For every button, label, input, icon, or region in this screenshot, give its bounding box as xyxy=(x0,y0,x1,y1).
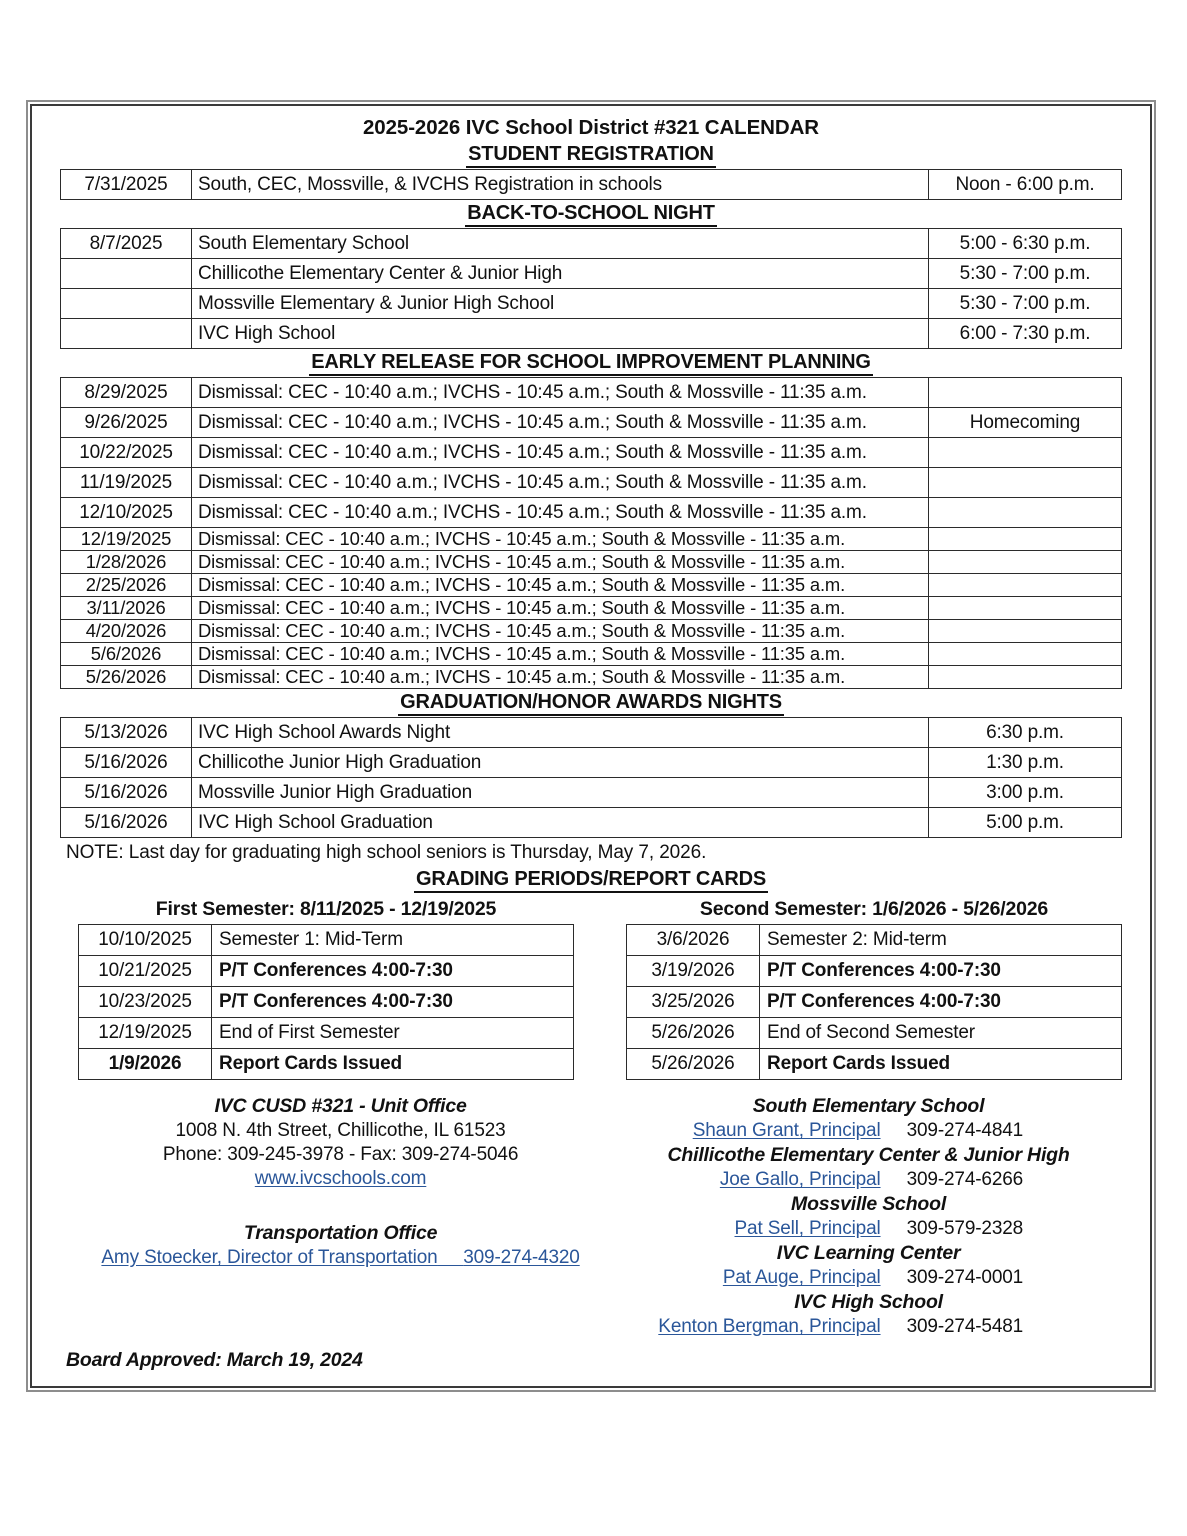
cell-time: 5:30 - 7:00 p.m. xyxy=(929,259,1122,289)
cell-note xyxy=(929,498,1122,528)
table-row xyxy=(79,1049,574,1080)
cell-description: Dismissal: CEC - 10:40 a.m.; IVCHS - 10:45 a.m.; South & Mossville - 11:35 a.m. xyxy=(192,666,929,689)
cell-description: P/T Conferences 4:00-7:30 xyxy=(760,956,1122,987)
cell-date: 5/16/2026 xyxy=(61,778,192,808)
cell-note xyxy=(929,597,1122,620)
cell-note xyxy=(929,643,1122,666)
back-to-school-table xyxy=(60,228,1122,349)
cell-date: 3/19/2026 xyxy=(627,956,760,987)
table-row xyxy=(61,574,1122,597)
table-row xyxy=(627,1018,1122,1049)
website-link-wrapper xyxy=(66,1167,615,1191)
table-row xyxy=(61,229,1122,259)
table-row xyxy=(627,956,1122,987)
unit-office-name: IVC CUSD #321 - Unit Office xyxy=(214,1095,467,1117)
transportation-phone-link[interactable] xyxy=(438,1247,464,1268)
cell-description: IVC High School Awards Night xyxy=(192,718,929,748)
table-row xyxy=(79,956,574,987)
cell-time: 5:30 - 7:00 p.m. xyxy=(929,289,1122,319)
principal-row-learning-center xyxy=(615,1266,1122,1290)
unit-office-phone-fax: Phone: 309-245-3978 - Fax: 309-274-5046 xyxy=(162,1144,519,1165)
cell-date: 12/19/2025 xyxy=(61,528,192,551)
calendar-sheet xyxy=(60,114,1122,1339)
cell-description: Semester 1: Mid-Term xyxy=(212,925,574,956)
cell-note xyxy=(929,551,1122,574)
principal-link-high-school[interactable]: Kenton Bergman, Principal xyxy=(658,1316,881,1337)
cell-note xyxy=(929,574,1122,597)
cell-date: 10/22/2025 xyxy=(61,438,192,468)
cell-date xyxy=(61,289,192,319)
document-page xyxy=(30,104,1152,1388)
principal-link-south[interactable]: Shaun Grant, Principal xyxy=(692,1120,881,1141)
cell-date: 1/28/2026 xyxy=(61,551,192,574)
spacer xyxy=(66,1191,615,1221)
table-row xyxy=(627,987,1122,1018)
first-semester-block xyxy=(60,896,596,1080)
school-name-south: South Elementary School xyxy=(752,1095,985,1117)
principal-phone-mossville: 309-579-2328 xyxy=(906,1218,1024,1239)
principal-link-mossville[interactable]: Pat Sell, Principal xyxy=(734,1218,881,1239)
cell-description: Report Cards Issued xyxy=(212,1049,574,1080)
principal-phone-high-school: 309-274-5481 xyxy=(906,1316,1024,1337)
second-semester-table xyxy=(626,924,1122,1080)
cell-note xyxy=(929,468,1122,498)
cell-description: Chillicothe Elementary Center & Junior High xyxy=(192,259,929,289)
school-name-mossville: Mossville School xyxy=(791,1193,947,1215)
cell-date: 7/31/2025 xyxy=(61,170,192,200)
website-link[interactable]: www.ivcschools.com xyxy=(254,1168,427,1189)
first-semester-title: First Semester: 8/11/2025 - 12/19/2025 xyxy=(155,898,497,920)
cell-date: 5/26/2026 xyxy=(61,666,192,689)
transportation-phone[interactable]: 309-274-4320 xyxy=(463,1247,580,1268)
cell-date: 10/21/2025 xyxy=(79,956,212,987)
cell-date: 5/16/2026 xyxy=(61,748,192,778)
cell-note: Homecoming xyxy=(929,408,1122,438)
cell-time: 1:30 p.m. xyxy=(929,748,1122,778)
table-row xyxy=(627,1049,1122,1080)
cell-time: 5:00 - 6:30 p.m. xyxy=(929,229,1122,259)
cell-date: 12/19/2025 xyxy=(79,1018,212,1049)
cell-description: P/T Conferences 4:00-7:30 xyxy=(212,956,574,987)
cell-date: 5/13/2026 xyxy=(61,718,192,748)
transportation-office-name: Transportation Office xyxy=(243,1222,438,1244)
table-row xyxy=(61,378,1122,408)
cell-note xyxy=(929,620,1122,643)
cell-date: 10/23/2025 xyxy=(79,987,212,1018)
table-row xyxy=(61,643,1122,666)
cell-description: South, CEC, Mossville, & IVCHS Registration in schools xyxy=(192,170,929,200)
cell-time: 5:00 p.m. xyxy=(929,808,1122,838)
cell-date: 3/25/2026 xyxy=(627,987,760,1018)
cell-date: 5/26/2026 xyxy=(627,1049,760,1080)
student-registration-table xyxy=(60,169,1122,200)
cell-description: P/T Conferences 4:00-7:30 xyxy=(760,987,1122,1018)
cell-description: Dismissal: CEC - 10:40 a.m.; IVCHS - 10:45 a.m.; South & Mossville - 11:35 a.m. xyxy=(192,620,929,643)
table-row xyxy=(79,1018,574,1049)
cell-date: 8/7/2025 xyxy=(61,229,192,259)
table-row xyxy=(61,808,1122,838)
principal-row-south xyxy=(615,1119,1122,1143)
principal-phone-south: 309-274-4841 xyxy=(906,1120,1024,1141)
transportation-contact-row xyxy=(66,1246,615,1270)
cell-time: Noon - 6:00 p.m. xyxy=(929,170,1122,200)
board-approved-text: Board Approved: March 19, 2024 xyxy=(66,1349,363,1371)
cell-time: 3:00 p.m. xyxy=(929,778,1122,808)
schools-block xyxy=(615,1094,1122,1339)
unit-office-address: 1008 N. 4th Street, Chillicothe, IL 61523 xyxy=(175,1120,506,1141)
first-semester-table xyxy=(78,924,574,1080)
table-row xyxy=(61,718,1122,748)
table-row xyxy=(61,620,1122,643)
cell-date: 1/9/2026 xyxy=(79,1049,212,1080)
cell-note xyxy=(929,438,1122,468)
cell-date: 5/16/2026 xyxy=(61,808,192,838)
cell-description: Dismissal: CEC - 10:40 a.m.; IVCHS - 10:45 a.m.; South & Mossville - 11:35 a.m. xyxy=(192,574,929,597)
cell-description: End of First Semester xyxy=(212,1018,574,1049)
table-row xyxy=(61,666,1122,689)
unit-office-block xyxy=(60,1094,615,1339)
table-row xyxy=(61,498,1122,528)
principal-phone-cec: 309-274-6266 xyxy=(906,1169,1024,1190)
cell-date: 4/20/2026 xyxy=(61,620,192,643)
cell-date: 10/10/2025 xyxy=(79,925,212,956)
cell-description: Dismissal: CEC - 10:40 a.m.; IVCHS - 10:45 a.m.; South & Mossville - 11:35 a.m. xyxy=(192,498,929,528)
table-row xyxy=(61,259,1122,289)
section-heading-back-to-school: BACK-TO-SCHOOL NIGHT xyxy=(60,200,1122,228)
cell-note xyxy=(929,528,1122,551)
cell-description: Semester 2: Mid-term xyxy=(760,925,1122,956)
cell-description: Dismissal: CEC - 10:40 a.m.; IVCHS - 10:45 a.m.; South & Mossville - 11:35 a.m. xyxy=(192,408,929,438)
table-row xyxy=(79,987,574,1018)
table-row xyxy=(61,408,1122,438)
section-heading-student-registration: STUDENT REGISTRATION xyxy=(60,141,1122,169)
principal-row-cec xyxy=(615,1168,1122,1192)
graduation-table xyxy=(60,717,1122,838)
cell-description: Dismissal: CEC - 10:40 a.m.; IVCHS - 10:45 a.m.; South & Mossville - 11:35 a.m. xyxy=(192,438,929,468)
cell-date: 9/26/2025 xyxy=(61,408,192,438)
cell-description: Dismissal: CEC - 10:40 a.m.; IVCHS - 10:45 a.m.; South & Mossville - 11:35 a.m. xyxy=(192,468,929,498)
section-heading-early-release: EARLY RELEASE FOR SCHOOL IMPROVEMENT PLANNING xyxy=(60,349,1122,377)
cell-date xyxy=(61,319,192,349)
page-title: 2025-2026 IVC School District #321 CALENDAR xyxy=(363,116,819,139)
cell-date: 11/19/2025 xyxy=(61,468,192,498)
school-name-high-school: IVC High School xyxy=(794,1291,943,1313)
principal-row-mossville xyxy=(615,1217,1122,1241)
cell-description: South Elementary School xyxy=(192,229,929,259)
contacts-section xyxy=(60,1094,1122,1339)
cell-date: 3/11/2026 xyxy=(61,597,192,620)
table-row xyxy=(61,778,1122,808)
cell-date: 8/29/2025 xyxy=(61,378,192,408)
cell-date xyxy=(61,259,192,289)
cell-description: Dismissal: CEC - 10:40 a.m.; IVCHS - 10:45 a.m.; South & Mossville - 11:35 a.m. xyxy=(192,378,929,408)
early-release-table xyxy=(60,377,1122,689)
cell-description: Report Cards Issued xyxy=(760,1049,1122,1080)
cell-note xyxy=(929,666,1122,689)
cell-date: 5/26/2026 xyxy=(627,1018,760,1049)
graduation-note: NOTE: Last day for graduating high school seniors is Thursday, May 7, 2026. xyxy=(66,842,707,863)
grading-periods-container xyxy=(60,896,1122,1080)
table-row xyxy=(61,551,1122,574)
cell-description: Dismissal: CEC - 10:40 a.m.; IVCHS - 10:45 a.m.; South & Mossville - 11:35 a.m. xyxy=(192,528,929,551)
second-semester-block xyxy=(618,896,1122,1080)
table-row xyxy=(61,748,1122,778)
table-row xyxy=(61,438,1122,468)
transportation-director-link[interactable]: Amy Stoecker, Director of Transportation xyxy=(101,1247,438,1268)
cell-description: P/T Conferences 4:00-7:30 xyxy=(212,987,574,1018)
cell-time: 6:30 p.m. xyxy=(929,718,1122,748)
principal-row-high-school xyxy=(615,1315,1122,1339)
cell-description: IVC High School xyxy=(192,319,929,349)
section-heading-graduation: GRADUATION/HONOR AWARDS NIGHTS xyxy=(60,689,1122,717)
principal-link-cec[interactable]: Joe Gallo, Principal xyxy=(719,1169,881,1190)
table-row xyxy=(61,528,1122,551)
cell-date: 2/25/2026 xyxy=(61,574,192,597)
principal-phone-learning-center: 309-274-0001 xyxy=(906,1267,1024,1288)
cell-date: 5/6/2026 xyxy=(61,643,192,666)
table-row xyxy=(61,289,1122,319)
cell-time: 6:00 - 7:30 p.m. xyxy=(929,319,1122,349)
cell-description: Mossville Elementary & Junior High School xyxy=(192,289,929,319)
cell-description: Chillicothe Junior High Graduation xyxy=(192,748,929,778)
table-row xyxy=(61,319,1122,349)
second-semester-title: Second Semester: 1/6/2026 - 5/26/2026 xyxy=(699,898,1049,920)
table-row xyxy=(61,170,1122,200)
cell-description: Dismissal: CEC - 10:40 a.m.; IVCHS - 10:45 a.m.; South & Mossville - 11:35 a.m. xyxy=(192,597,929,620)
cell-description: Mossville Junior High Graduation xyxy=(192,778,929,808)
school-name-cec: Chillicothe Elementary Center & Junior High xyxy=(667,1144,1070,1166)
table-row xyxy=(79,925,574,956)
principal-link-learning-center[interactable]: Pat Auge, Principal xyxy=(722,1267,881,1288)
table-row xyxy=(61,597,1122,620)
section-heading-grading-periods: GRADING PERIODS/REPORT CARDS xyxy=(60,866,1122,894)
cell-description: Dismissal: CEC - 10:40 a.m.; IVCHS - 10:45 a.m.; South & Mossville - 11:35 a.m. xyxy=(192,643,929,666)
cell-note xyxy=(929,378,1122,408)
table-row xyxy=(627,925,1122,956)
school-name-learning-center: IVC Learning Center xyxy=(776,1242,961,1264)
cell-description: End of Second Semester xyxy=(760,1018,1122,1049)
cell-description: Dismissal: CEC - 10:40 a.m.; IVCHS - 10:45 a.m.; South & Mossville - 11:35 a.m. xyxy=(192,551,929,574)
cell-date: 3/6/2026 xyxy=(627,925,760,956)
cell-description: IVC High School Graduation xyxy=(192,808,929,838)
table-row xyxy=(61,468,1122,498)
cell-date: 12/10/2025 xyxy=(61,498,192,528)
